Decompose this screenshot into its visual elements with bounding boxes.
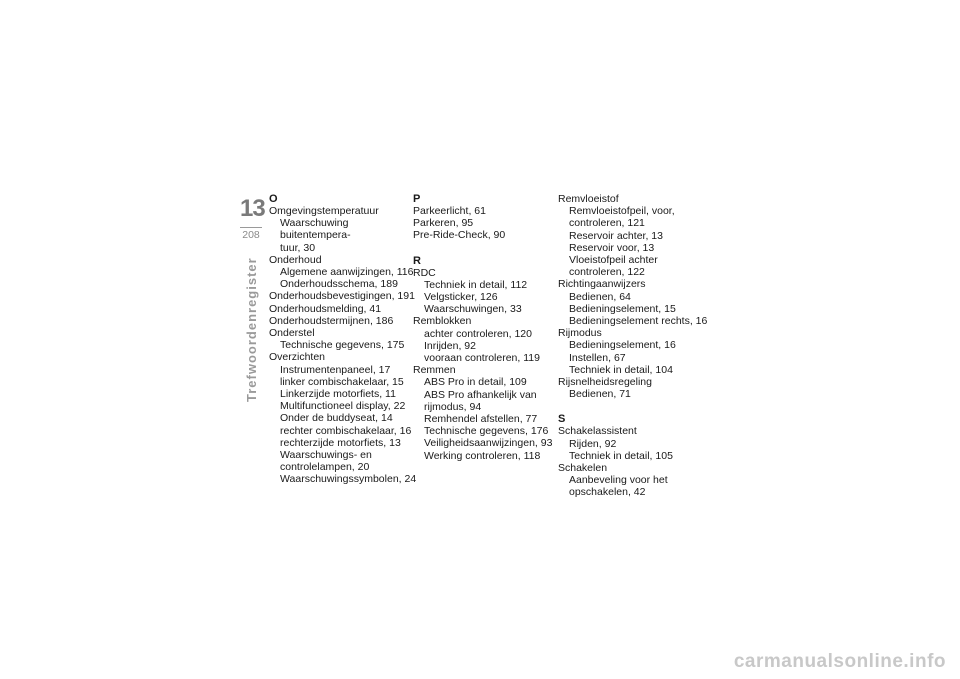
index-subentry: Linkerzijde motorfiets, 11 [280, 388, 396, 401]
index-entry: Omgevingstemperatuur [269, 205, 379, 217]
index-subentry: Werking controleren, 118 [424, 449, 541, 462]
index-entry: Remvloeistof [558, 193, 619, 205]
index-subentry: Waarschuwingssymbolen, 24 [280, 473, 417, 486]
index-entry: Rijsnelheidsregeling [558, 376, 652, 389]
index-subentry: Reservoir voor, 13 [569, 241, 655, 254]
index-subentry: Waarschuwingen, 33 [424, 303, 522, 316]
index-subentry: Aanbeveling voor het [569, 474, 668, 487]
index-subentry: linker combischakelaar, 15 [280, 375, 404, 388]
index-subentry: Vloeistofpeil achter [569, 254, 658, 267]
index-subentry: Rijden, 92 [569, 437, 617, 450]
index-subentry: rechter combischakelaar, 16 [280, 424, 412, 437]
index-subentry: opschakelen, 42 [569, 486, 646, 499]
index-column-2 [413, 193, 563, 462]
index-entry: Remmen [413, 364, 456, 377]
index-subentry: Techniek in detail, 105 [569, 449, 673, 462]
index-entry: RDC [413, 266, 436, 279]
index-letter-r: R [413, 254, 421, 267]
index-entry: Remblokken [413, 315, 472, 328]
index-subentry: Bedieningselement, 16 [569, 339, 676, 352]
index-entry: Richtingaanwijzers [558, 278, 646, 291]
index-entry: Parkeren, 95 [413, 217, 474, 230]
index-subentry: Bedienen, 71 [569, 388, 631, 401]
index-subentry: Techniek in detail, 112 [424, 278, 528, 291]
index-column-3 [558, 193, 708, 499]
index-subentry: Multifunctioneel display, 22 [280, 400, 406, 413]
index-subentry: controleren, 122 [569, 266, 645, 279]
chapter-tab [240, 195, 265, 241]
index-subentry: Inrijden, 92 [424, 339, 476, 352]
index-subentry: controlelampen, 20 [280, 461, 370, 474]
index-subentry: Veiligheidsaanwijzingen, 93 [424, 437, 553, 450]
index-letter-o: O [269, 193, 278, 205]
chapter-number: 13 [240, 195, 265, 222]
index-entry: Rijmodus [558, 327, 602, 340]
index-subentry: Waarschuwing buitentempera- [280, 217, 351, 242]
index-subentry: Technische gegevens, 176 [424, 425, 549, 438]
index-subentry: Technische gegevens, 175 [280, 339, 405, 352]
index-letter-p: P [413, 193, 421, 205]
index-subentry: Velgsticker, 126 [424, 291, 498, 304]
index-subentry: Reservoir achter, 13 [569, 229, 663, 242]
index-subentry: Techniek in detail, 104 [569, 363, 673, 376]
index-entry: Overzichten [269, 351, 326, 364]
index-subentry: rechterzijde motorfiets, 13 [280, 436, 401, 449]
index-subentry: achter controleren, 120 [424, 327, 532, 340]
index-subentry: Instrumentenpaneel, 17 [280, 363, 391, 376]
index-subentry: Remhendel afstellen, 77 [424, 413, 538, 426]
index-subentry: Instellen, 67 [569, 351, 626, 364]
index-entry: Parkeerlicht, 61 [413, 205, 486, 217]
index-subentry: vooraan controleren, 119 [424, 352, 540, 365]
index-entry: Onderhoudsbevestigingen, 191 [269, 290, 415, 303]
index-subentry: Onder de buddyseat, 14 [280, 412, 393, 425]
index-entry: Onderstel [269, 327, 315, 340]
section-title: Trefwoordenregister [244, 257, 259, 402]
index-letter-s: S [558, 413, 566, 426]
page-number: 208 [240, 227, 262, 241]
index-entry: Onderhoudstermijnen, 186 [269, 314, 394, 327]
index-subentry: tuur, 30 [280, 241, 316, 254]
index-subentry: ABS Pro in detail, 109 [424, 376, 527, 389]
index-subentry: Waarschuwings- en [280, 449, 372, 462]
watermark: carmanualsonline.info [733, 651, 946, 672]
index-entry: Pre-Ride-Check, 90 [413, 229, 506, 242]
index-subentry: rijmodus, 94 [424, 400, 482, 413]
index-subentry: Bedienen, 64 [569, 290, 631, 303]
index-subentry: Bedieningselement, 15 [569, 302, 676, 315]
index-subentry: Onderhoudsschema, 189 [280, 278, 398, 291]
index-subentry: Bedieningselement rechts, 16 [569, 315, 708, 328]
index-subentry: Remvloeistofpeil, voor, [569, 205, 675, 218]
index-subentry: controleren, 121 [569, 217, 645, 230]
index-entry: Onderhoudsmelding, 41 [269, 302, 382, 315]
index-entry: Schakelen [558, 462, 608, 475]
index-subentry: ABS Pro afhankelijk van [424, 388, 537, 401]
index-column-1 [269, 193, 419, 486]
index-entry: Onderhoud [269, 253, 322, 266]
index-subentry: Algemene aanwijzingen, 116 [280, 266, 414, 279]
index-entry: Schakelassistent [558, 425, 637, 438]
